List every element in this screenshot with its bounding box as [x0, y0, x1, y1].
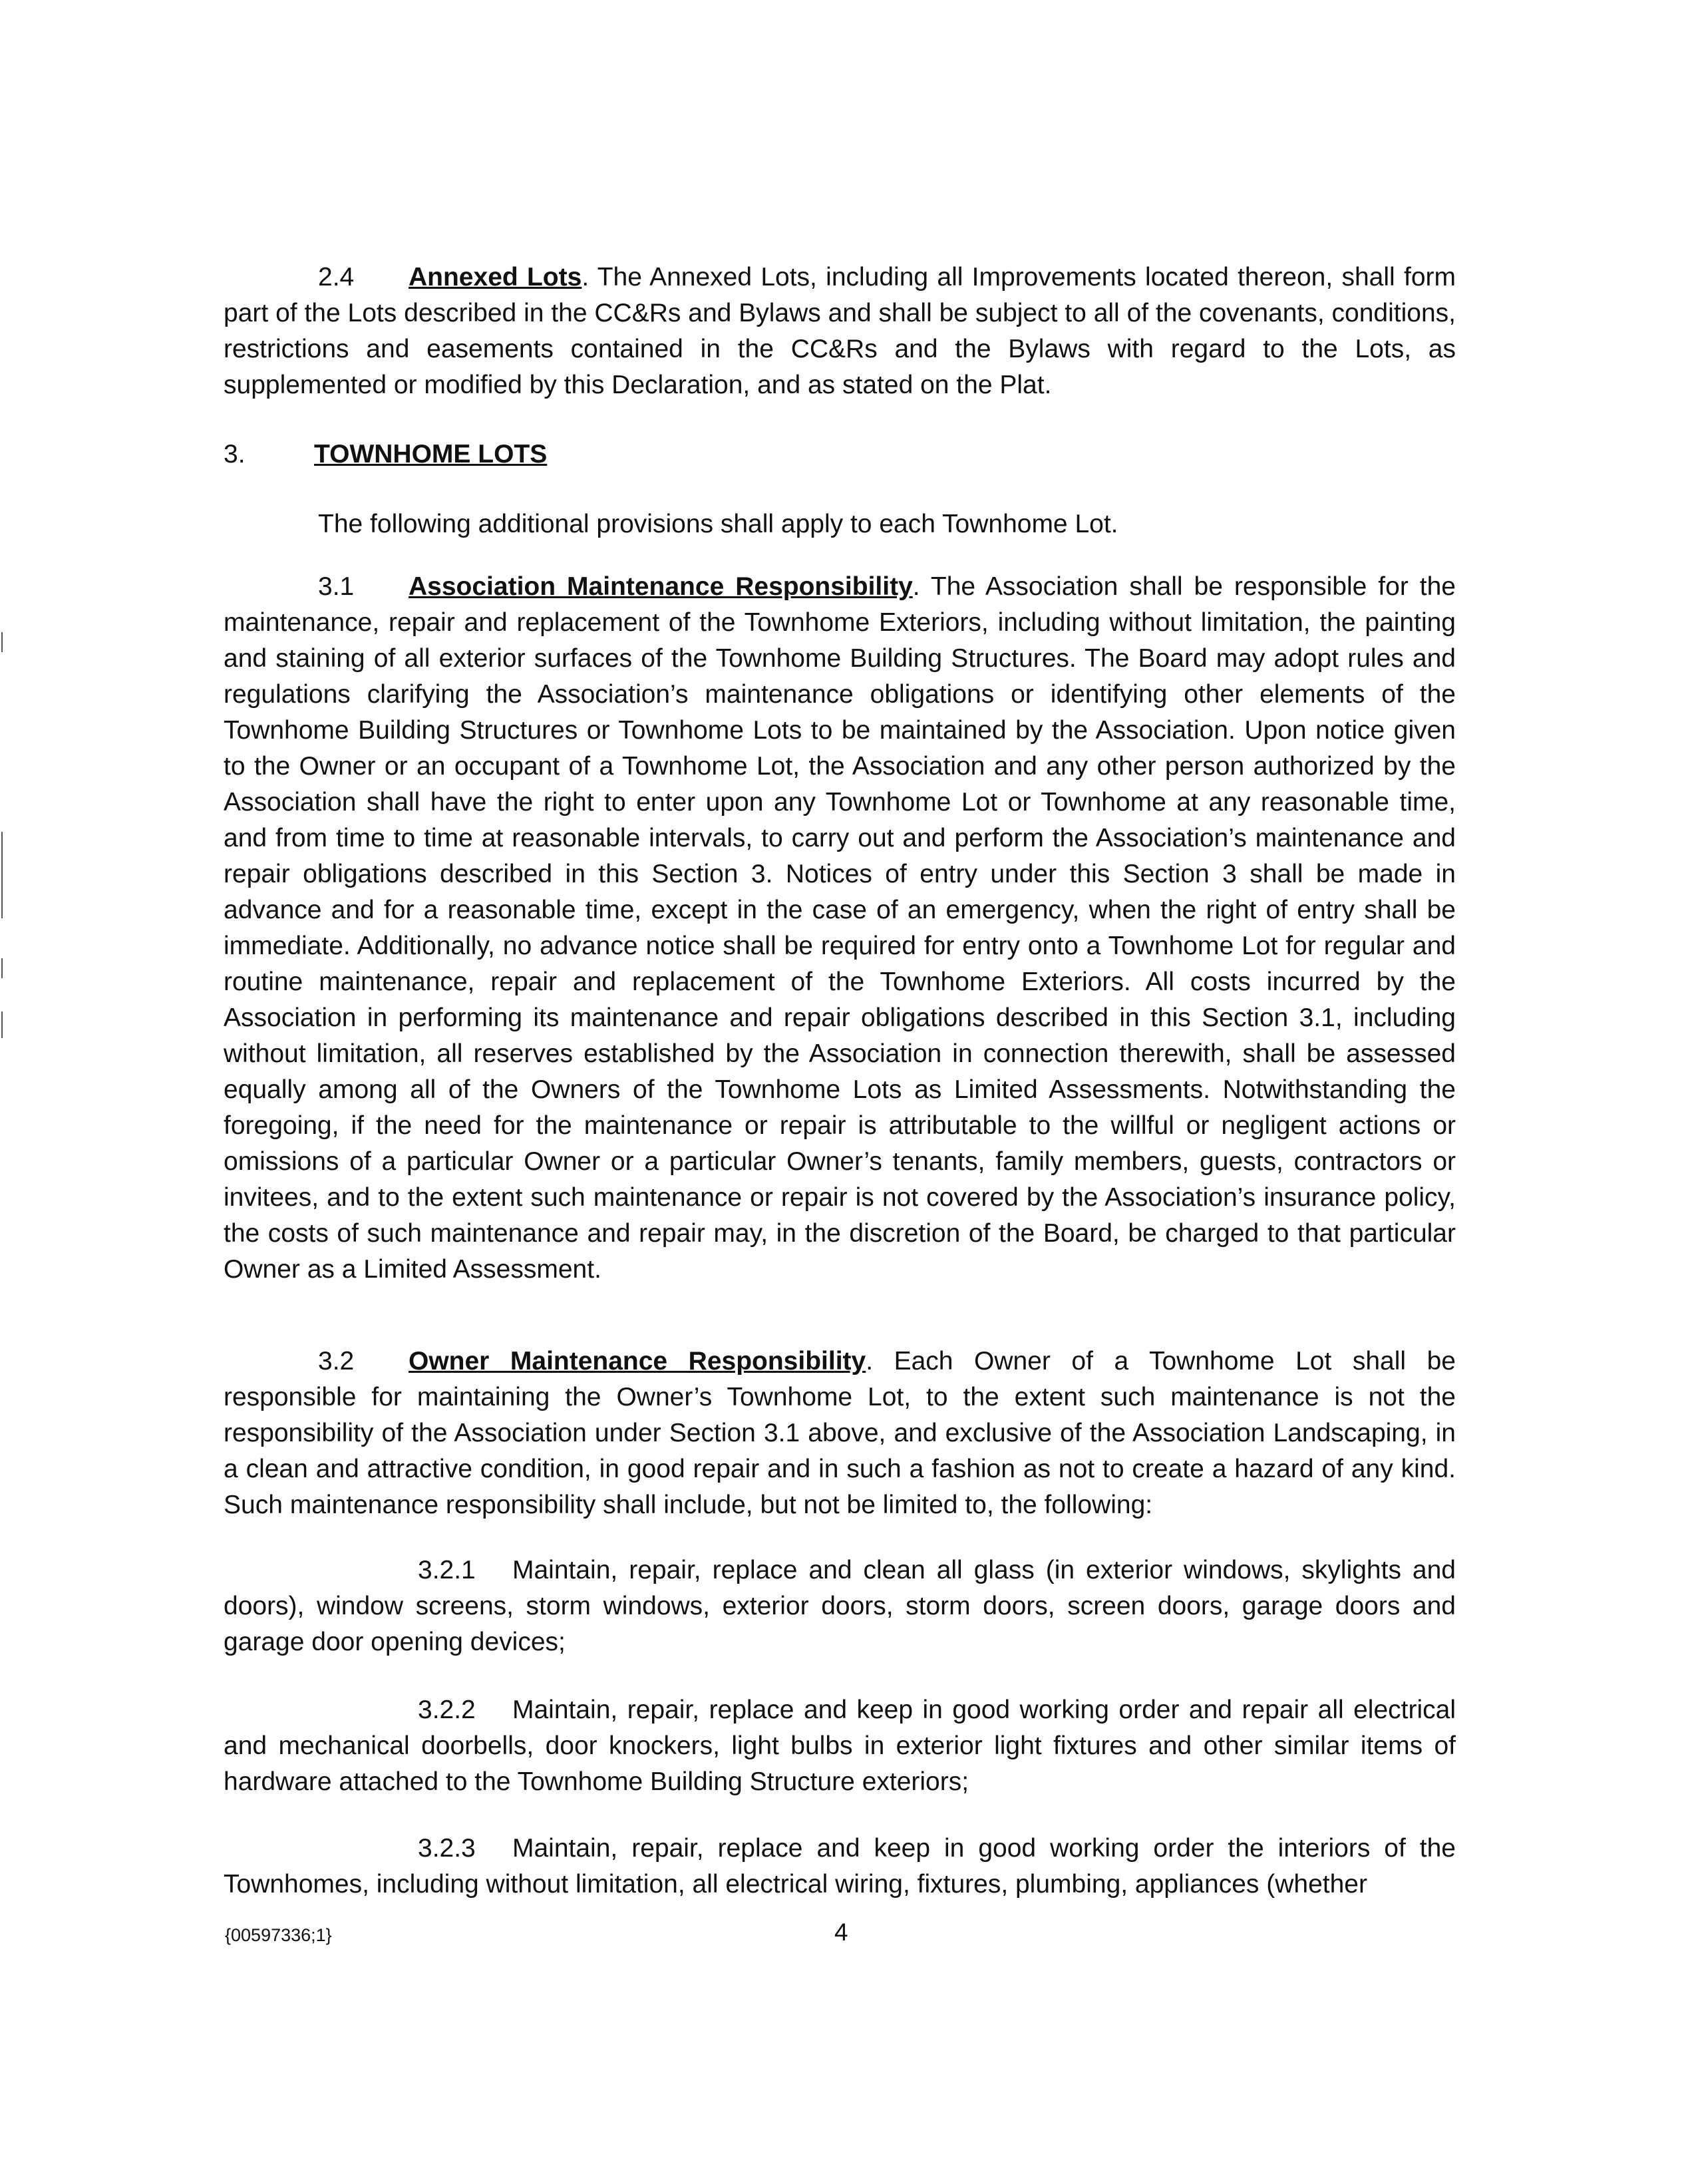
section-number: 3.2 [318, 1347, 355, 1375]
footer-page-number: 4 [834, 1918, 848, 1946]
scan-mark [1, 958, 3, 978]
section-number: 3.2.2 [418, 1696, 476, 1724]
scan-mark [1, 832, 3, 918]
section-body: Maintain, repair, replace and keep in good working order and repair all electrical and mechanical doorbells, door knockers, light bulbs in exterior light fixtures and other similar items of hardware attached to the Townhome Building Structure exteriors; [224, 1696, 1456, 1796]
section-3-2-2-paragraph [224, 1692, 1456, 1800]
section-number: 2.4 [318, 263, 355, 291]
section-3-title [224, 437, 547, 472]
section-heading: TOWNHOME LOTS [314, 440, 548, 468]
section-heading: Association Maintenance Responsibility [409, 572, 913, 601]
section-number: 3.2.1 [418, 1556, 476, 1584]
scan-mark [1, 1011, 3, 1038]
scan-mark [1, 632, 3, 652]
section-body: . The Association shall be responsible for the maintenance, repair and replacement of the Townhome Exteriors, including without limitation, the painting and staining of all exterior surfaces of the Townhome Building Structures. The Board may adopt rules and regulations clarifying the Association’s maintenance obligations or identifying other elements of the Townhome Building Structures or Townhome Lots to be maintained by the Association. Upon notice given to the Owner or an occupant of a Townhome Lot, the Association and any other person authorized by the Association shall have the right to enter upon any Townhome Lot or Townhome at any reasonable time, and from time to time at reasonable intervals, to carry out and perform the Association’s maintenance and repair obligations described in this Section 3. Notices of entry under this Section 3 shall be made in advance and for a reasonable time, except in the case of an emergency, when the right of entry shall be immediate. Additionally, no advance notice shall be required for entry onto a Townhome Lot for regular and routine maintenance, repair and replacement of the Townhome Exteriors. All costs incurred by the Association in performing its maintenance and repair obligations described in this Section 3.1, including without limitation, all reserves established by the Association in connection therewith, shall be assessed equally among all of the Owners of the Townhome Lots as Limited Assessments. Notwithstanding the foregoing, if the need for the maintenance or repair is attributable to the willful or negligent actions or omissions of a particular Owner or a particular Owner’s tenants, family members, guests, contractors or invitees, and to the extent such maintenance or repair is not covered by the Association’s insurance policy, the costs of such maintenance and repair may, in the discretion of the Board, be charged to that particular Owner as a Limited Assessment. [224, 572, 1456, 1284]
section-number: 3.2.3 [418, 1834, 476, 1863]
section-2-4-paragraph [224, 260, 1456, 403]
section-body: . Each Owner of a Townhome Lot shall be responsible for maintaining the Owner’s Townhome Lot, to the extent such maintenance is not the responsibility of the Association under Section 3.1 above, and exclusive of the Association Landscaping, in a clean and attractive condition, in good repair and in such a fashion as not to create a hazard of any kind. Such maintenance responsibility shall include, but not be limited to, the following: [224, 1347, 1456, 1519]
section-3-2-paragraph [224, 1344, 1456, 1523]
section-number: 3.1 [318, 572, 355, 601]
footer-document-id: {00597336;1} [225, 1925, 332, 1945]
section-3-1-paragraph [224, 569, 1456, 1288]
section-body: Maintain, repair, replace and keep in good working order the interiors of the Townhomes, including without limitation, all electrical wiring, fixtures, plumbing, appliances (whether [224, 1834, 1456, 1899]
section-3-2-3-paragraph [224, 1831, 1456, 1903]
section-number: 3. [224, 440, 246, 468]
section-body: . The Annexed Lots, including all Improvements located thereon, shall form part of the Lots described in the CC&Rs and Bylaws and shall be subject to all of the covenants, conditions, restrictions and easements contained in the CC&Rs and the Bylaws with regard to the Lots, as supplemented or modified by this Declaration, and as stated on the Plat. [224, 263, 1456, 399]
section-3-intro: The following additional provisions shall apply to each Townhome Lot. [318, 510, 1118, 538]
section-heading: Annexed Lots [409, 263, 582, 291]
section-body: Maintain, repair, replace and clean all glass (in exterior windows, skylights and doors), window screens, storm windows, exterior doors, storm doors, screen doors, garage doors and garage door opening devices; [224, 1556, 1456, 1656]
section-heading: Owner Maintenance Responsibility [409, 1347, 866, 1375]
section-3-2-1-paragraph [224, 1552, 1456, 1660]
